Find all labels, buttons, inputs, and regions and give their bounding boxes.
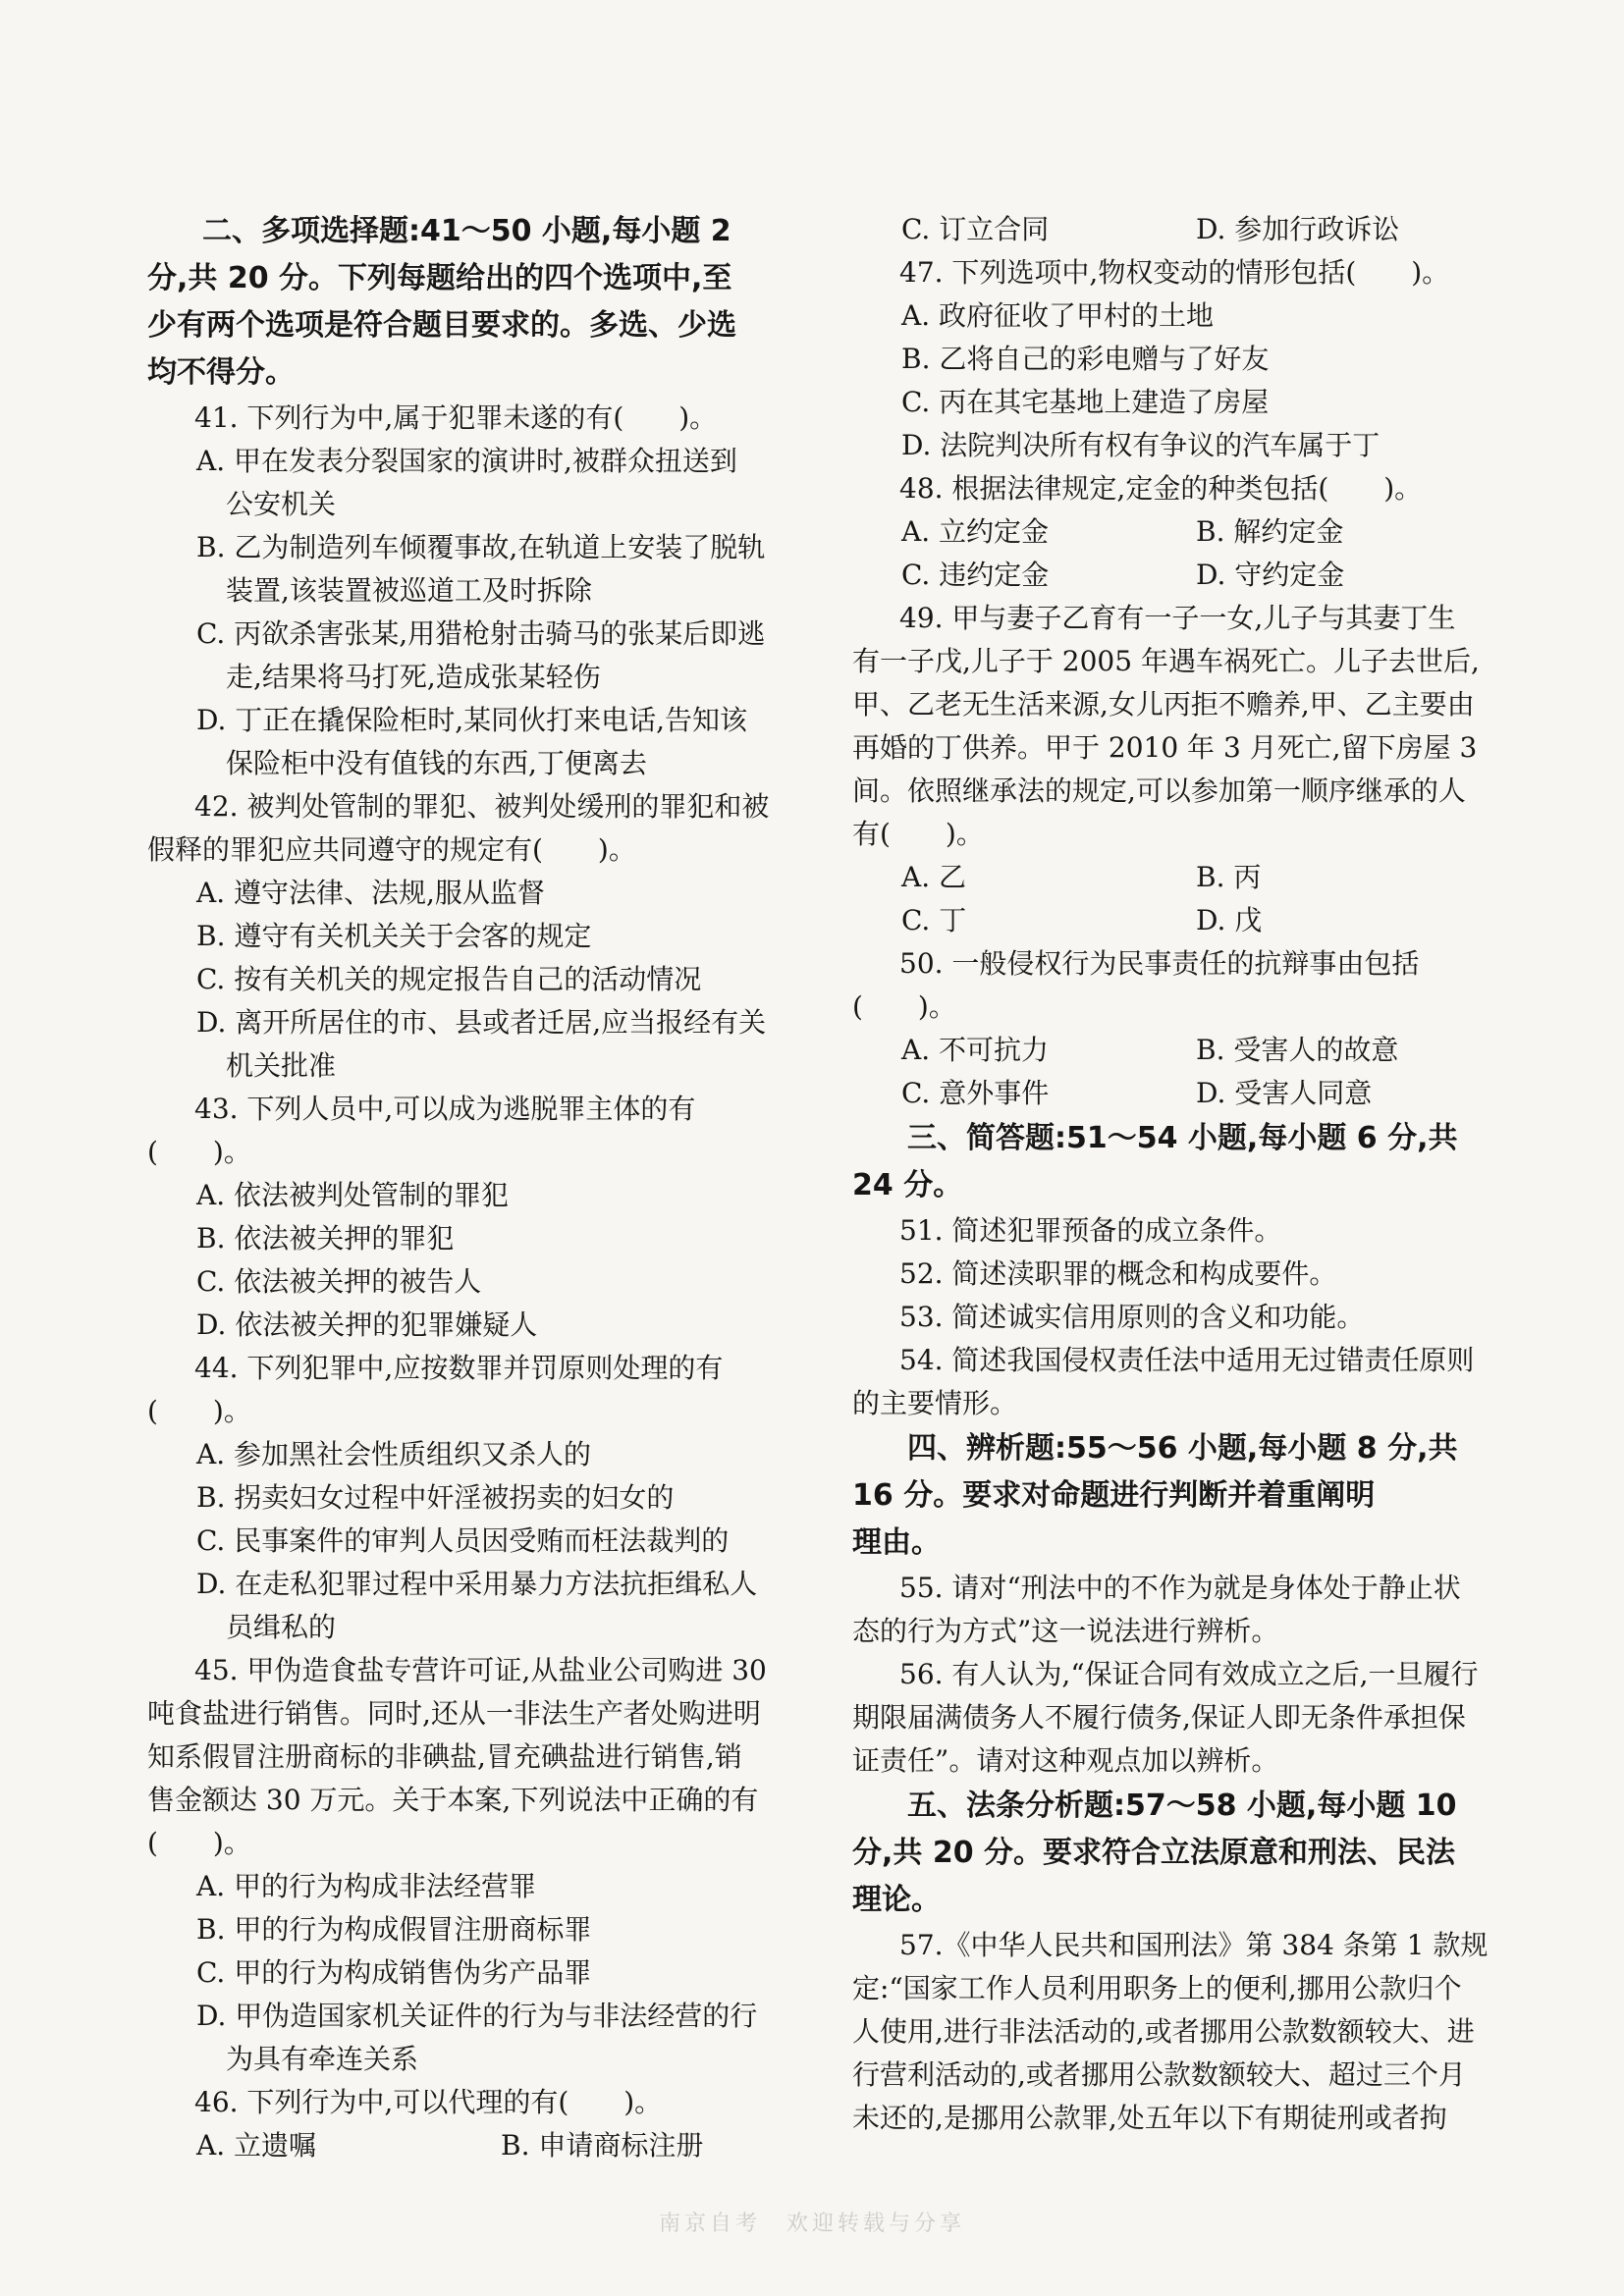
option-row — [852, 856, 1500, 899]
option-text: D. 依法被关押的犯罪嫌疑人 — [196, 1308, 538, 1341]
option-text: C. 甲的行为构成销售伪劣产品罪 — [196, 1956, 592, 1989]
option-text: B. 丙 — [1196, 861, 1262, 893]
question-text: 42. 被判处管制的罪犯、被判处缓刑的罪犯和被 — [194, 790, 770, 823]
option-text: A. 立约定金 — [901, 515, 1050, 548]
option-text: 员缉私的 — [226, 1611, 337, 1643]
page-footer-watermark: 南京自考 欢迎转载与分享 — [658, 2212, 965, 2236]
question-text: ( )。 — [147, 1827, 251, 1859]
option-row — [852, 510, 1500, 554]
question-text: 51. 简述犯罪预备的成立条件。 — [899, 1214, 1282, 1247]
question-text: 57.《中华人民共和国刑法》第 384 条第 1 款规 — [899, 1929, 1489, 1961]
question-text: 甲、乙老无生活来源,女儿丙拒不赡养,甲、乙主要由 — [852, 688, 1475, 721]
question-text: 44. 下列犯罪中,应按数罪并罚原则处理的有 — [194, 1352, 724, 1384]
section-heading: 理论。 — [852, 1883, 941, 1917]
section-heading: 少有两个选项是符合题目要求的。多选、少选 — [147, 308, 736, 343]
question-text: 54. 简述我国侵权责任法中适用无过错责任原则 — [899, 1344, 1475, 1376]
option-text: B. 依法被关押的罪犯 — [196, 1222, 455, 1255]
question-text: ( )。 — [852, 990, 956, 1023]
question-text: 50. 一般侵权行为民事责任的抗辩事由包括 — [899, 947, 1420, 980]
question-text: 假释的罪犯应共同遵守的规定有( )。 — [147, 833, 636, 866]
option-text: A. 甲的行为构成非法经营罪 — [196, 1870, 537, 1902]
option-text: C. 丙在其宅基地上建造了房屋 — [901, 386, 1270, 418]
question-text: 定:“国家工作人员利用职务上的便利,挪用公款归个 — [852, 1972, 1462, 2004]
section-heading: 分,共 20 分。要求符合立法原意和刑法、民法 — [852, 1836, 1456, 1870]
section-heading: 16 分。要求对命题进行判断并着重阐明 — [852, 1478, 1376, 1513]
question-text: ( )。 — [147, 1136, 251, 1168]
question-text: 间。依照继承法的规定,可以参加第一顺序继承的人 — [852, 774, 1466, 807]
option-text: C. 违约定金 — [901, 559, 1050, 591]
question-text: 态的行为方式”这一说法进行辨析。 — [852, 1615, 1279, 1647]
option-text: D. 丁正在撬保险柜时,某同伙打来电话,告知该 — [196, 704, 748, 736]
section-heading: 均不得分。 — [147, 355, 295, 390]
option-text: B. 乙将自己的彩电赠与了好友 — [901, 343, 1270, 375]
question-text: 期限届满债务人不履行债务,保证人即无条件承担保 — [852, 1701, 1466, 1734]
question-text: 的主要情形。 — [852, 1387, 1018, 1419]
option-text: D. 甲伪造国家机关证件的行为与非法经营的行 — [196, 2000, 758, 2032]
section-heading: 二、多项选择题:41～50 小题,每小题 2 — [202, 214, 731, 248]
option-text: D. 戊 — [1196, 904, 1263, 936]
option-text: A. 甲在发表分裂国家的演讲时,被群众扭送到 — [196, 445, 737, 477]
question-text: 49. 甲与妻子乙育有一子一女,儿子与其妻丁生 — [899, 602, 1456, 634]
section-heading: 四、辨析题:55～56 小题,每小题 8 分,共 — [907, 1431, 1458, 1466]
option-row — [852, 554, 1500, 597]
section-heading: 24 分。 — [852, 1168, 963, 1202]
option-text: B. 乙为制造列车倾覆事故,在轨道上安装了脱轨 — [196, 531, 766, 563]
question-text: 46. 下列行为中,可以代理的有( )。 — [194, 2086, 663, 2118]
option-row — [852, 1072, 1500, 1115]
question-text: 吨食盐进行销售。同时,还从一非法生产者处购进明 — [147, 1697, 761, 1730]
option-text: A. 不可抗力 — [901, 1034, 1050, 1066]
question-text: 41. 下列行为中,属于犯罪未遂的有( )。 — [194, 401, 718, 434]
option-text: B. 拐卖妇女过程中奸淫被拐卖的妇女的 — [196, 1481, 675, 1514]
option-text: B. 解约定金 — [1196, 515, 1344, 548]
question-text: 售金额达 30 万元。关于本案,下列说法中正确的有 — [147, 1784, 759, 1816]
option-text: D. 离开所居住的市、县或者迁居,应当报经有关 — [196, 1006, 767, 1039]
question-text: 53. 简述诚实信用原则的含义和功能。 — [899, 1301, 1365, 1333]
option-text: 走,结果将马打死,造成张某轻伤 — [226, 661, 601, 693]
right-column — [852, 208, 1500, 2140]
option-text: B. 遵守有关机关关于会客的规定 — [196, 920, 592, 952]
question-text: 52. 简述渎职罪的概念和构成要件。 — [899, 1257, 1337, 1290]
option-text: C. 民事案件的审判人员因受贿而枉法裁判的 — [196, 1524, 730, 1557]
question-text: 人使用,进行非法活动的,或者挪用公款数额较大、进 — [852, 2015, 1475, 2048]
section-heading: 三、简答题:51～54 小题,每小题 6 分,共 — [907, 1121, 1458, 1155]
option-text: C. 丁 — [901, 904, 967, 936]
option-text: A. 政府征收了甲村的土地 — [901, 299, 1215, 332]
option-text: 保险柜中没有值钱的东西,丁便离去 — [226, 747, 647, 779]
option-text: D. 受害人同意 — [1196, 1077, 1373, 1109]
option-text: C. 依法被关押的被告人 — [196, 1265, 482, 1298]
question-text: 再婚的丁供养。甲于 2010 年 3 月死亡,留下房屋 3 — [852, 731, 1478, 764]
question-text: 知系假冒注册商标的非碘盐,冒充碘盐进行销售,销 — [147, 1740, 742, 1773]
option-text: A. 乙 — [901, 861, 967, 893]
section-heading: 分,共 20 分。下列每题给出的四个选项中,至 — [147, 261, 732, 295]
question-text: 有一子戊,儿子于 2005 年遇车祸死亡。儿子去世后, — [852, 645, 1480, 677]
section-heading: 五、法条分析题:57～58 小题,每小题 10 — [907, 1789, 1457, 1823]
option-text: 公安机关 — [226, 488, 337, 520]
option-text: B. 受害人的故意 — [1196, 1034, 1399, 1066]
option-text: D. 守约定金 — [1196, 559, 1345, 591]
question-text: 55. 请对“刑法中的不作为就是身体处于静止状 — [899, 1572, 1461, 1604]
question-text: 有( )。 — [852, 818, 984, 850]
option-text: D. 法院判决所有权有争议的汽车属于丁 — [901, 429, 1380, 461]
option-text: A. 遵守法律、法规,服从监督 — [196, 877, 545, 909]
question-text: ( )。 — [147, 1395, 251, 1427]
question-text: 47. 下列选项中,物权变动的情形包括( )。 — [899, 256, 1450, 289]
question-text: 行营利活动的,或者挪用公款数额较大、超过三个月 — [852, 2058, 1466, 2091]
option-text: 机关批准 — [226, 1049, 337, 1082]
option-text: B. 甲的行为构成假冒注册商标罪 — [196, 1913, 592, 1946]
option-text: A. 参加黑社会性质组织又杀人的 — [196, 1438, 592, 1470]
option-text: 为具有牵连关系 — [226, 2043, 419, 2075]
option-text: A. 立遗嘱 — [196, 2129, 317, 2162]
option-row — [147, 2124, 795, 2167]
option-row — [852, 208, 1500, 251]
question-text: 43. 下列人员中,可以成为逃脱罪主体的有 — [194, 1093, 696, 1125]
option-text: C. 按有关机关的规定报告自己的活动情况 — [196, 963, 702, 995]
option-text: C. 丙欲杀害张某,用猎枪射击骑马的张某后即逃 — [196, 617, 766, 650]
question-text: 未还的,是挪用公款罪,处五年以下有期徒刑或者拘 — [852, 2102, 1447, 2134]
option-row — [852, 1029, 1500, 1072]
option-text: C. 意外事件 — [901, 1077, 1050, 1109]
option-text: D. 在走私犯罪过程中采用暴力方法抗拒缉私人 — [196, 1568, 758, 1600]
question-text: 45. 甲伪造食盐专营许可证,从盐业公司购进 30 — [194, 1654, 767, 1686]
section-heading: 理由。 — [852, 1525, 941, 1560]
option-text: 装置,该装置被巡道工及时拆除 — [226, 574, 592, 607]
option-text: C. 订立合同 — [901, 213, 1050, 245]
question-text: 56. 有人认为,“保证合同有效成立之后,一旦履行 — [899, 1658, 1479, 1690]
question-text: 证责任”。请对这种观点加以辨析。 — [852, 1744, 1279, 1777]
option-text: B. 申请商标注册 — [501, 2129, 704, 2162]
question-text: 48. 根据法律规定,定金的种类包括( )。 — [899, 472, 1423, 505]
option-text: A. 依法被判处管制的罪犯 — [196, 1179, 510, 1211]
option-row — [852, 899, 1500, 942]
left-column — [147, 208, 795, 2167]
option-text: D. 参加行政诉讼 — [1196, 213, 1400, 245]
